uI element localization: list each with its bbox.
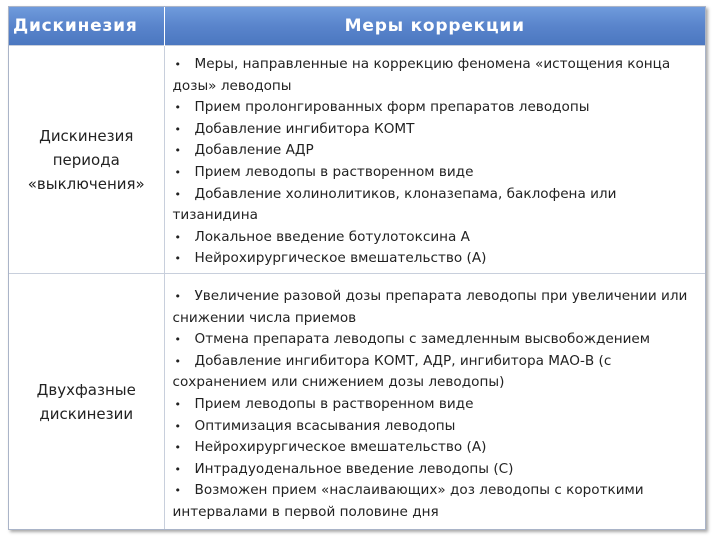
bullet-icon: • xyxy=(174,419,181,433)
header-dyskinesia: Дискинезия xyxy=(9,7,164,46)
row-label-off-period: Дискинезия периода «выключения» xyxy=(9,46,164,274)
bullet-icon: • xyxy=(174,165,181,179)
bullet-icon: • xyxy=(174,484,181,498)
bullet-icon: • xyxy=(174,122,181,136)
list-item-text: Добавление холинолитиков, клоназепама, баклофена или тизанидина xyxy=(172,185,617,224)
list-item xyxy=(173,459,700,481)
list-item-text: Нейрохирургическое вмешательство (А) xyxy=(194,250,487,267)
row-label-biphasic: Двухфазные дискинезии xyxy=(9,274,164,530)
list-item xyxy=(173,140,700,162)
list-item-text: Возможен прием «наслаивающих» доз леводопы с короткими интервалами в первой половине дня xyxy=(172,482,644,520)
bullet-icon: • xyxy=(174,354,181,368)
list-item xyxy=(173,394,700,416)
dyskinesia-table xyxy=(9,7,705,529)
list-item xyxy=(173,351,700,394)
table-row xyxy=(9,274,705,530)
measures-list xyxy=(173,54,700,270)
header-correction-measures: Меры коррекции xyxy=(164,7,705,46)
list-item-text: Добавление АДР xyxy=(194,142,314,159)
list-item-text: Локальное введение ботулотоксина А xyxy=(194,228,470,245)
list-item-text: Добавление ингибитора КОМТ xyxy=(194,120,415,137)
list-item xyxy=(173,286,700,329)
list-item-text: Добавление ингибитора КОМТ, АДР, ингибитора МАО-В (с сохранением или снижением дозы леводопы) xyxy=(172,352,612,391)
list-item xyxy=(173,329,700,351)
bullet-icon: • xyxy=(174,230,181,244)
list-item-text: Интрадуоденальное введение леводопы (С) xyxy=(194,460,514,477)
list-item xyxy=(173,416,700,438)
bullet-icon: • xyxy=(174,101,181,115)
bullet-icon: • xyxy=(174,252,181,266)
list-item xyxy=(173,227,700,249)
table-header-row xyxy=(9,7,705,46)
measures-list xyxy=(173,286,700,524)
bullet-icon: • xyxy=(174,397,181,411)
list-item xyxy=(173,97,700,119)
bullet-icon: • xyxy=(174,441,181,455)
list-item xyxy=(173,437,700,459)
table-row xyxy=(9,46,705,274)
list-item xyxy=(173,184,700,227)
bullet-icon: • xyxy=(174,58,181,71)
bullet-icon: • xyxy=(174,333,181,347)
list-item-text: Нейрохирургическое вмешательство (А) xyxy=(194,439,487,456)
list-item-text: Меры, направленные на коррекцию феномена «истощения конца дозы» леводопы xyxy=(172,56,671,94)
list-item-text: Прием пролонгированных форм препаратов леводопы xyxy=(194,99,590,116)
list-item xyxy=(173,54,700,97)
table-frame xyxy=(8,6,706,530)
list-item xyxy=(173,480,700,523)
bullet-icon: • xyxy=(174,462,181,476)
bullet-icon: • xyxy=(174,144,181,158)
list-item-text: Оптимизация всасывания леводопы xyxy=(194,417,456,434)
list-item xyxy=(173,119,700,141)
row-content-biphasic xyxy=(164,274,705,530)
list-item-text: Прием леводопы в растворенном виде xyxy=(194,163,474,180)
bullet-icon: • xyxy=(174,187,181,201)
list-item xyxy=(173,248,700,270)
list-item xyxy=(173,162,700,184)
list-item-text: Увеличение разовой дозы препарата леводопы при увеличении или снижении числа приемов xyxy=(172,288,688,326)
row-content-off-period xyxy=(164,46,705,274)
list-item-text: Отмена препарата леводопы с замедленным высвобождением xyxy=(194,331,651,348)
bullet-icon: • xyxy=(174,290,181,303)
list-item-text: Прием леводопы в растворенном виде xyxy=(194,395,474,412)
